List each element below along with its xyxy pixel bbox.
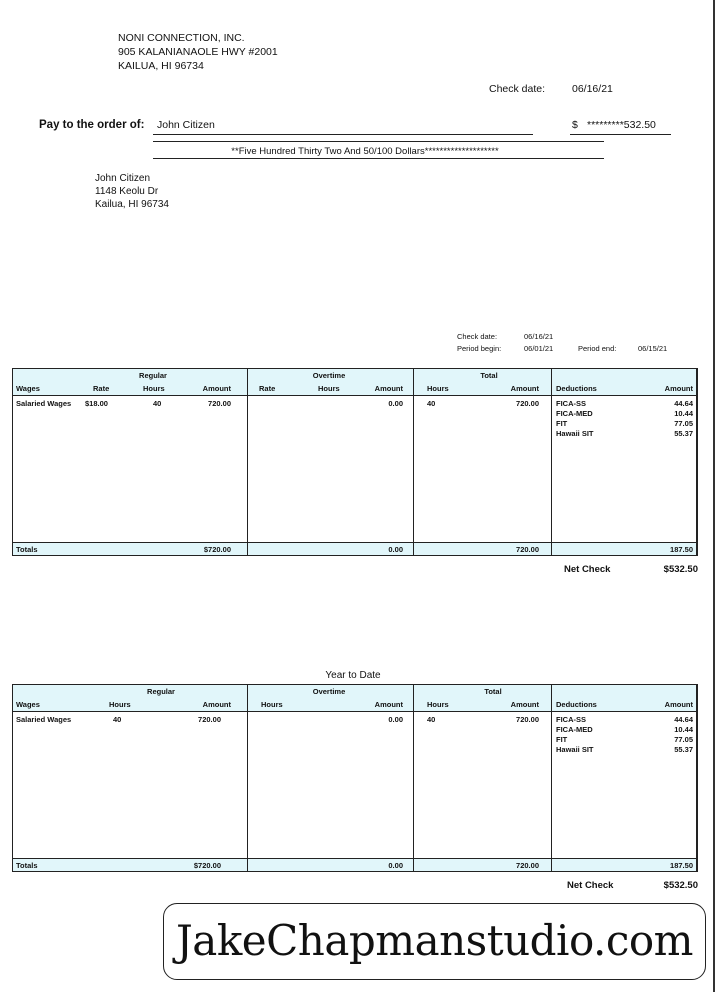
ytd-hdr-total-hours: Hours (427, 700, 449, 709)
deduction-name: FIT (556, 419, 568, 428)
check-amount: *********532.50 (587, 119, 656, 131)
hdr-total-amount: Amount (510, 384, 539, 393)
company-address-line2: KAILUA, HI 96734 (118, 60, 204, 72)
ytd-earnings-table (12, 684, 698, 872)
payee-underline (153, 134, 533, 135)
ytd-row-total-hours: 40 (427, 715, 436, 724)
totals-label: Totals (16, 545, 38, 554)
ytd-title: Year to Date (325, 670, 381, 681)
net-check-amount: $532.50 (663, 564, 698, 575)
company-address-block (118, 31, 278, 73)
stub-check-date: 06/16/21 (524, 332, 554, 341)
deduction-name: FICA-MED (556, 409, 593, 418)
row-hours: 40 (153, 399, 162, 408)
row-ot-amount: 0.00 (388, 399, 403, 408)
deduction-name: Hawaii SIT (556, 429, 594, 438)
ytd-deduction-amount: 55.37 (674, 745, 693, 754)
amount-underline (570, 134, 671, 135)
payee-address-line2: Kailua, HI 96734 (95, 199, 169, 210)
ytd-totals-ot-amount: 0.00 (388, 861, 403, 870)
ytd-totals-total-amount: 720.00 (516, 861, 539, 870)
deduction-amount: 55.37 (674, 429, 693, 438)
totals-deductions: 187.50 (670, 545, 693, 554)
row-total-amount: 720.00 (516, 399, 539, 408)
ytd-hdr-wages: Wages (16, 700, 40, 709)
hdr-wages: Wages (16, 384, 40, 393)
check-date-label: Check date: (489, 83, 546, 95)
totals-total-amount: 720.00 (516, 545, 539, 554)
ytd-group-overtime: Overtime (312, 687, 346, 696)
payee-address-line1: 1148 Keolu Dr (95, 186, 159, 197)
group-overtime: Overtime (312, 371, 346, 380)
net-check-label: Net Check (564, 564, 611, 575)
ytd-row-ot-amount: 0.00 (388, 715, 403, 724)
hdr-deduction-amount: Amount (664, 384, 693, 393)
row-total-hours: 40 (427, 399, 436, 408)
totals-ot-amount: 0.00 (388, 545, 403, 554)
hdr-total-hours: Hours (427, 384, 449, 393)
ytd-hdr-amount: Amount (202, 700, 231, 709)
period-end-label: Period end: (578, 344, 617, 353)
ytd-group-regular: Regular (147, 687, 175, 696)
hdr-hours: Hours (143, 384, 165, 393)
amount-in-words: **Five Hundred Thirty Two And 50/100 Dollars******************** (231, 146, 499, 157)
deduction-amount: 10.44 (674, 409, 693, 418)
ytd-deduction-amount: 10.44 (674, 725, 693, 734)
payee-name: John Citizen (157, 119, 215, 131)
current-deductions-section (552, 369, 697, 555)
period-begin-label: Period begin: (457, 344, 502, 353)
stub-check-date-label: Check date: (457, 332, 498, 341)
hdr-rate: Rate (93, 384, 110, 393)
ytd-overtime-section (248, 685, 414, 871)
hdr-deductions: Deductions (556, 384, 597, 393)
deduction-name: FICA-SS (556, 399, 586, 408)
payee-address-block (95, 172, 169, 211)
deduction-amount: 44.64 (674, 399, 693, 408)
ytd-row-amount: 720.00 (198, 715, 221, 724)
check-date-value: 06/16/21 (572, 83, 613, 95)
period-end: 06/15/21 (638, 344, 668, 353)
ytd-deduction-name: Hawaii SIT (556, 745, 594, 754)
ytd-group-total: Total (484, 687, 502, 696)
company-address-line1: 905 KALANIANAOLE HWY #2001 (118, 46, 278, 58)
words-bottom-line (153, 158, 604, 159)
period-begin: 06/01/21 (524, 344, 554, 353)
ytd-net-check-amount: $532.50 (663, 880, 698, 891)
ytd-deduction-amount: 44.64 (674, 715, 693, 724)
ytd-deduction-name: FIT (556, 735, 568, 744)
group-regular: Regular (139, 371, 167, 380)
ytd-hdr-ot-amount: Amount (374, 700, 403, 709)
ytd-totals-label: Totals (16, 861, 38, 870)
current-total-section (414, 369, 552, 555)
pay-to-label: Pay to the order of: (39, 119, 145, 131)
ytd-totals-amount: $720.00 (193, 861, 221, 870)
totals-amount: $720.00 (203, 545, 231, 554)
row-amount: 720.00 (208, 399, 231, 408)
ytd-deductions-section (552, 685, 697, 871)
ytd-hdr-hours: Hours (109, 700, 131, 709)
deduction-amount: 77.05 (674, 419, 693, 428)
row-rate: $18.00 (85, 399, 108, 408)
words-top-line (153, 141, 604, 142)
current-overtime-section (248, 369, 414, 555)
ytd-deduction-name: FICA-SS (556, 715, 586, 724)
watermark-banner: JakeChapmanstudio.com (163, 903, 706, 980)
ytd-hdr-deduction-amount: Amount (664, 700, 693, 709)
ytd-hdr-total-amount: Amount (510, 700, 539, 709)
hdr-ot-rate: Rate (259, 384, 276, 393)
ytd-deduction-name: FICA-MED (556, 725, 593, 734)
ytd-hdr-deductions: Deductions (556, 700, 597, 709)
ytd-deduction-amount: 77.05 (674, 735, 693, 744)
ytd-net-check-label: Net Check (567, 880, 614, 891)
current-regular-section (13, 369, 248, 555)
ytd-row-hours: 40 (113, 715, 122, 724)
currency-symbol: $ (572, 119, 578, 131)
ytd-totals-deductions: 187.50 (670, 861, 693, 870)
hdr-ot-amount: Amount (374, 384, 403, 393)
ytd-row-wage-type: Salaried Wages (16, 715, 72, 724)
group-total: Total (480, 371, 498, 380)
ytd-regular-section (13, 685, 248, 871)
company-name: NONI CONNECTION, INC. (118, 32, 245, 44)
hdr-amount: Amount (202, 384, 231, 393)
ytd-hdr-ot-hours: Hours (261, 700, 283, 709)
row-wage-type: Salaried Wages (16, 399, 72, 408)
ytd-row-total-amount: 720.00 (516, 715, 539, 724)
current-earnings-table (12, 368, 698, 556)
hdr-ot-hours: Hours (318, 384, 340, 393)
payee-address-name: John Citizen (95, 173, 151, 184)
ytd-total-section (414, 685, 552, 871)
